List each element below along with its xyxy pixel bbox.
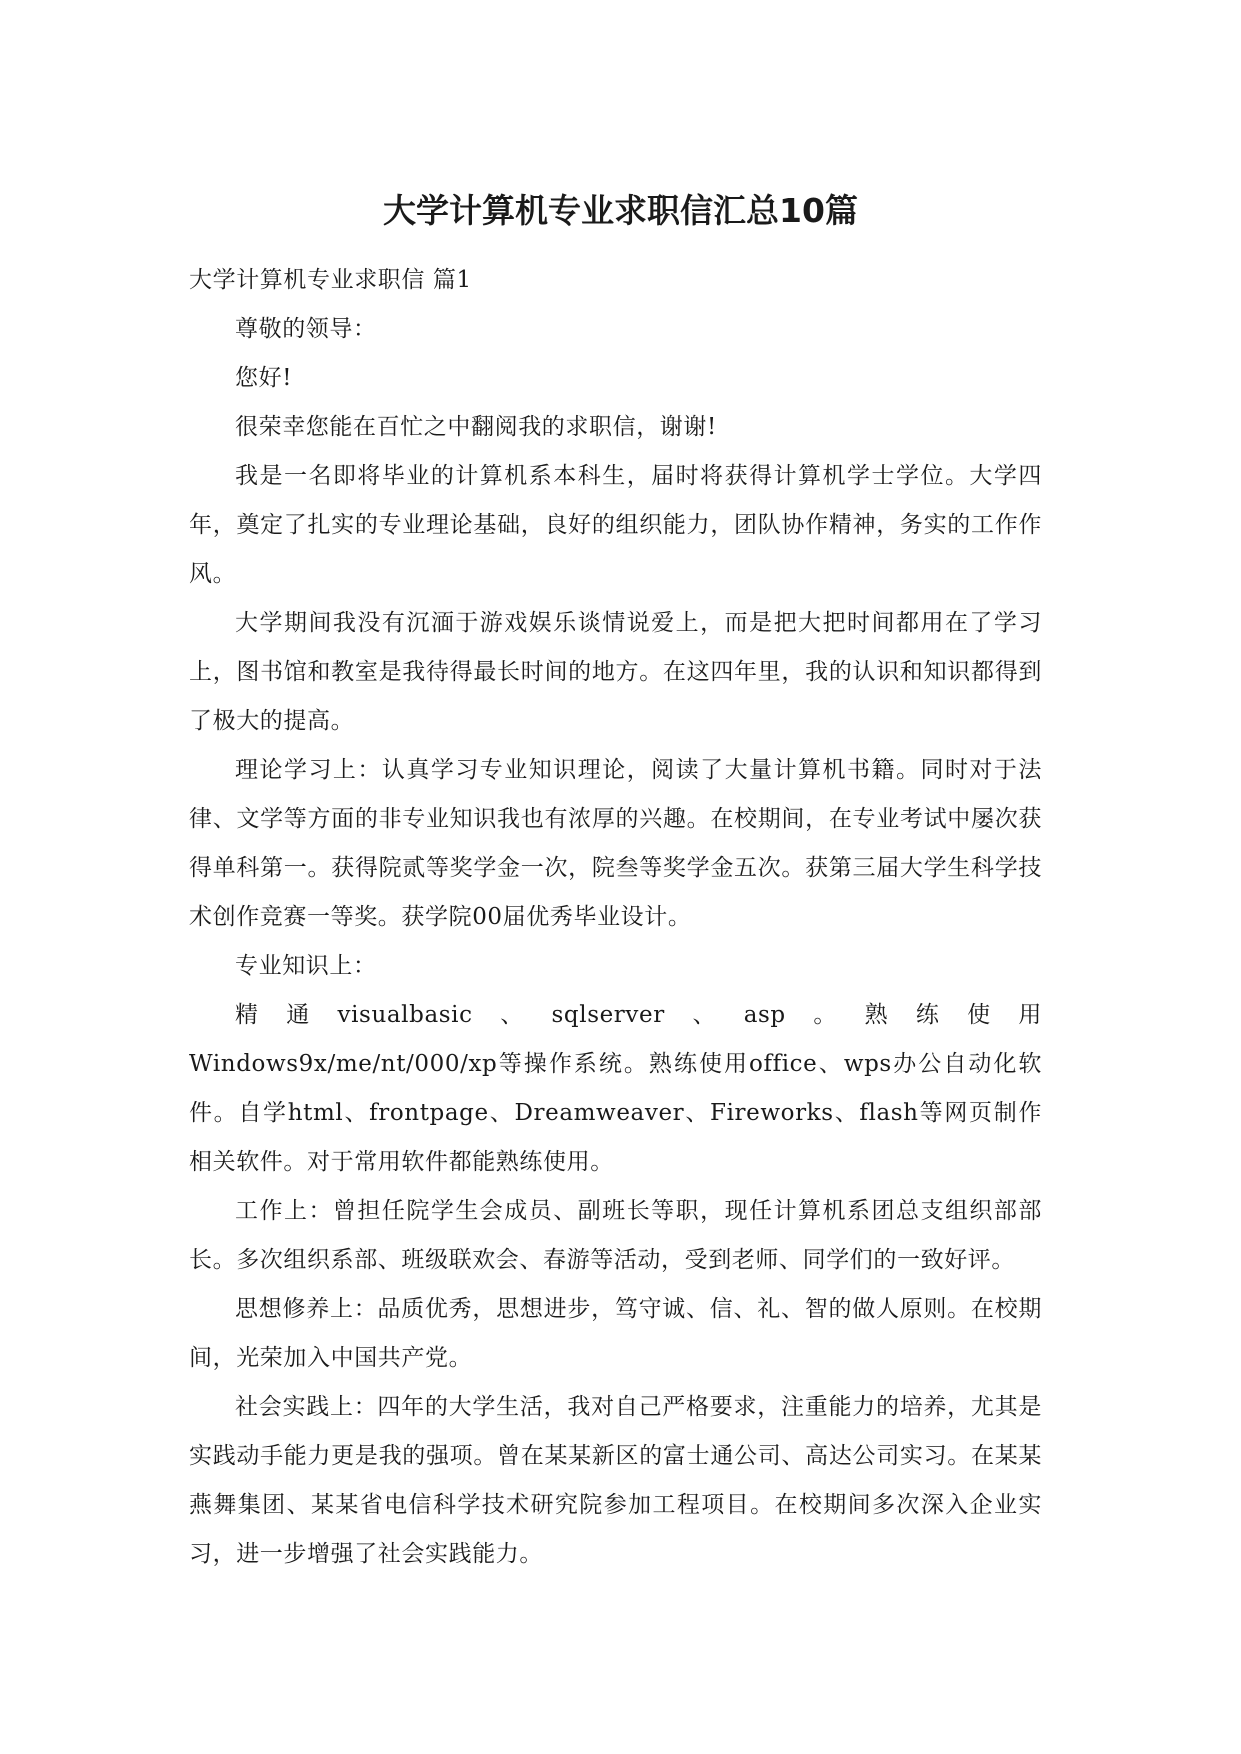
document-body: [189, 256, 1042, 1579]
paragraph-professional-knowledge-heading: 专业知识上：: [235, 953, 377, 979]
paragraph-university-life: 大学期间我没有沉湎于游戏娱乐谈情说爱上，而是把大把时间都用在了学习上，图书馆和教室是我待得最长时间的地方。在这四年里，我的认识和知识都得到了极大的提高。: [189, 610, 1042, 734]
paragraph-work: 工作上：曾担任院学生会成员、副班长等职，现任计算机系团总支组织部部长。多次组织系部、班级联欢会、春游等活动，受到老师、同学们的一致好评。: [189, 1198, 1042, 1273]
paragraph-character: 思想修养上：品质优秀，思想进步，笃守诚、信、礼、智的做人原则。在校期间，光荣加入中国共产党。: [189, 1296, 1042, 1371]
document-title: 大学计算机专业求职信汇总10篇: [383, 191, 858, 230]
salutation: 尊敬的领导：: [235, 316, 377, 342]
paragraph-introduction: 我是一名即将毕业的计算机系本科生，届时将获得计算机学士学位。大学四年，奠定了扎实的专业理论基础，良好的组织能力，团队协作精神，务实的工作作风。: [189, 463, 1042, 587]
greeting: 您好!: [235, 365, 293, 391]
paragraph-theory-study: 理论学习上：认真学习专业知识理论，阅读了大量计算机书籍。同时对于法律、文学等方面的非专业知识我也有浓厚的兴趣。在校期间，在专业考试中屡次获得单科第一。获得院贰等奖学金一次，院叁等奖学金五次。获第三届大学生科学技术创作竞赛一等奖。获学院00届优秀毕业设计。: [189, 757, 1042, 930]
paragraph-social-practice: 社会实践上：四年的大学生活，我对自己严格要求，注重能力的培养，尤其是实践动手能力更是我的强项。曾在某某新区的富士通公司、高达公司实习。在某某燕舞集团、某某省电信科学技术研究院参加工程项目。在校期间多次深入企业实习，进一步增强了社会实践能力。: [189, 1394, 1042, 1567]
paragraph-thanks: 很荣幸您能在百忙之中翻阅我的求职信，谢谢!: [235, 414, 717, 440]
section-heading: 大学计算机专业求职信 篇1: [189, 267, 472, 293]
paragraph-skills: 精通visualbasic、sqlserver、asp。熟练使用Windows9x/me/nt/000/xp等操作系统。熟练使用office、wps办公自动化软件。自学html、frontpage、Dreamweaver、Fireworks、flash等网页制作相关软件。对于常用软件都能熟练使用。: [189, 1002, 1042, 1175]
